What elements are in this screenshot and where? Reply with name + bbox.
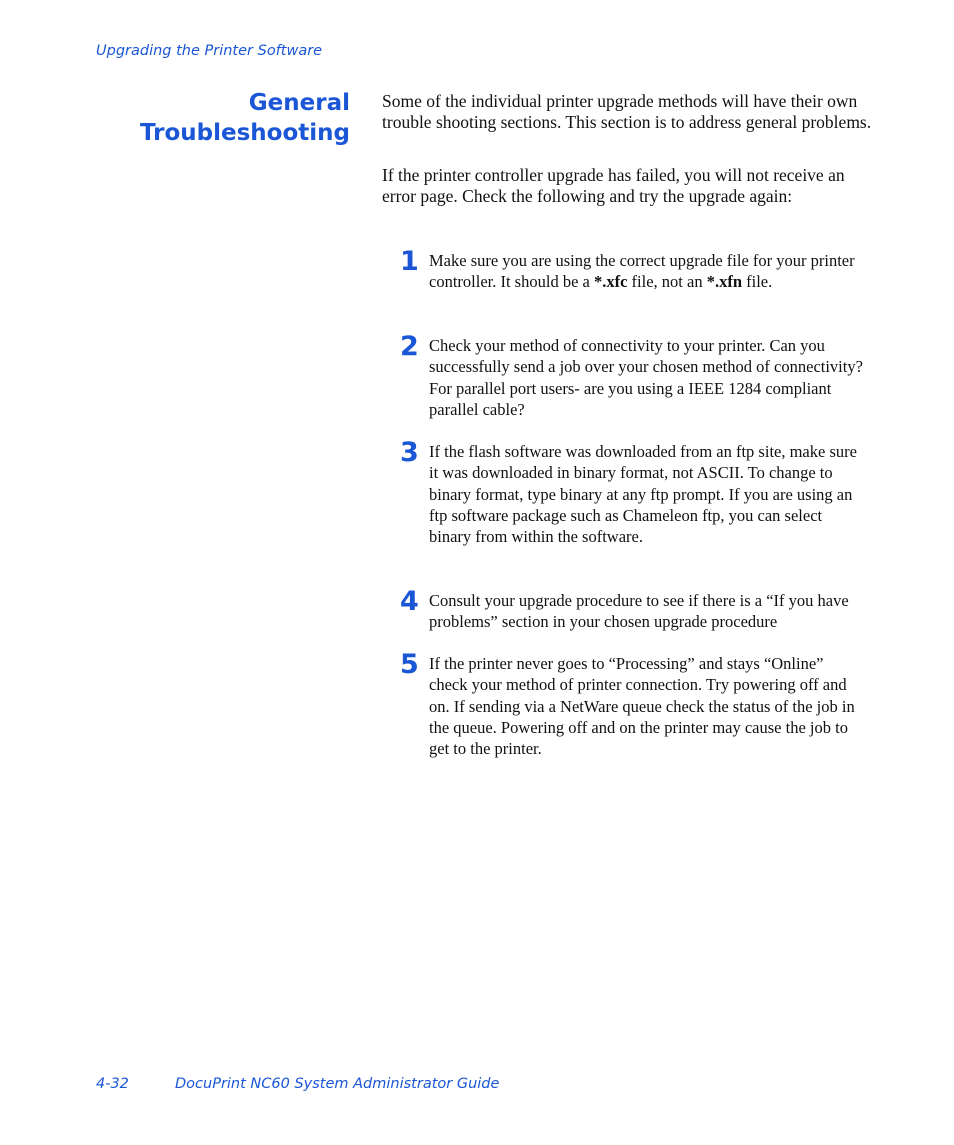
guide-title: DocuPrint NC60 System Administrator Guide [175, 1076, 500, 1092]
step-text-part: file. [742, 272, 773, 292]
step-text [429, 250, 865, 293]
step-text: Check your method of connectivity to your printer. Can you successfully send a job over your chosen method of connectivity? For parallel port users- are you using a IEEE 1284 compliant parallel cable? [429, 336, 863, 419]
intro-paragraph-1: Some of the individual printer upgrade methods will have their own trouble shooting sections. This section is to address general problems. [382, 91, 872, 132]
step-text: Consult your upgrade procedure to see if there is a “If you have problems” section in your chosen upgrade procedure [429, 591, 849, 632]
file-extension-xfn: *.xfn [706, 272, 742, 292]
step-text: If the flash software was downloaded from an ftp site, make sure it was downloaded in binary format, not ASCII. To change to binary format, type binary at any ftp prompt. If you are using an ftp software package such as Chameleon ftp, you can select binary from within the software. [429, 442, 857, 547]
section-title-line-2: Troubleshooting [139, 120, 350, 146]
step-text-part: file, not an [627, 272, 707, 292]
section-title [100, 88, 350, 148]
step-number: 4 [400, 586, 419, 617]
step-number: 2 [400, 331, 419, 362]
step-number: 5 [400, 649, 419, 680]
file-extension-xfc: *.xfc [593, 272, 628, 292]
running-head: Upgrading the Printer Software [96, 43, 323, 59]
page-number: 4-32 [96, 1076, 129, 1092]
intro-paragraph-2: If the printer controller upgrade has failed, you will not receive an error page. Check the following and try the upgrade again: [382, 165, 845, 206]
step-text: If the printer never goes to “Processing” and stays “Online” check your method of printer connection. Try powering off and on. If sending via a NetWare queue check the status of the job in the queue. Powering off and on the printer may cause the job to get to the printer. [429, 654, 855, 759]
step-text-part: Make sure you are using the correct upgrade file for your printer controller. It should be a [429, 251, 855, 292]
step-number: 3 [400, 437, 419, 468]
section-title-line-1: General [248, 90, 350, 116]
step-number: 1 [400, 246, 419, 277]
